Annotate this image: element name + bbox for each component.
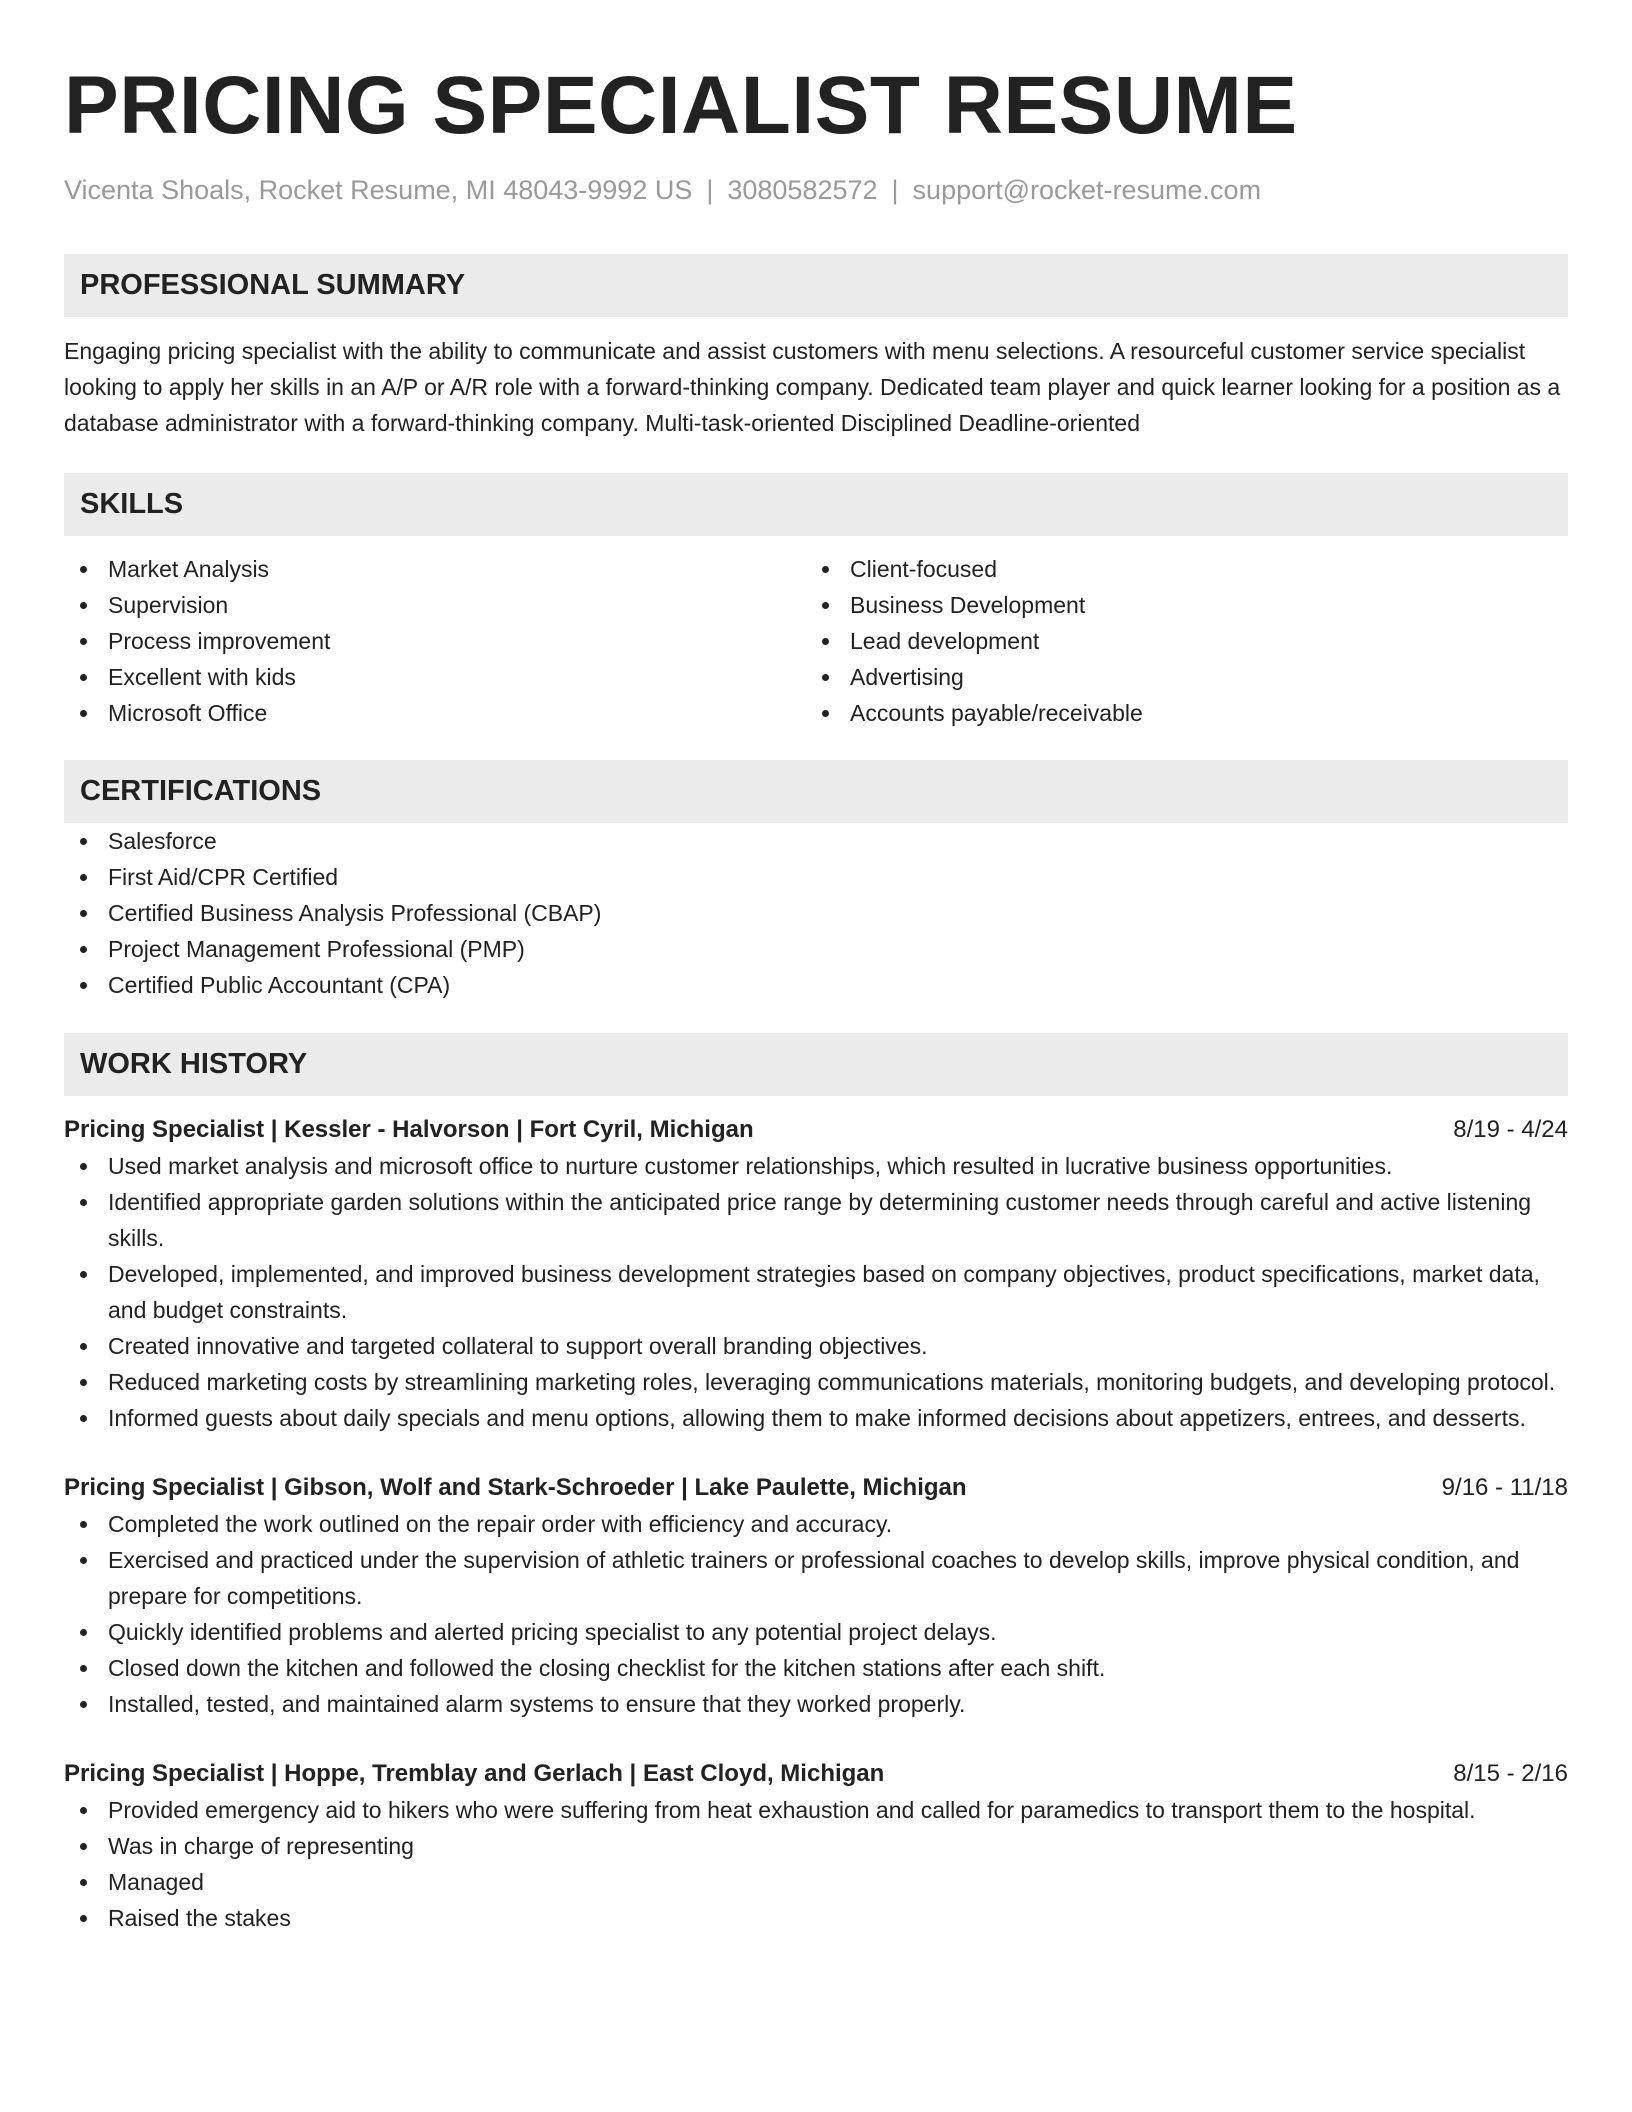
certification-item: Project Management Professional (PMP) — [64, 931, 1568, 967]
skill-item: Advertising — [806, 659, 1548, 695]
summary-text: Engaging pricing specialist with the ability to communicate and assist customers with menu selections. A resourceful customer service specialist looking to apply her skills in an A/P or A/R role with a forward-thinking company. Dedicated team player and quick learner looking for a position as a database administrator with a forward-thinking company. Multi-task-oriented Disciplined Deadline-oriented — [64, 338, 1561, 436]
certification-item: First Aid/CPR Certified — [64, 859, 1568, 895]
job-bullet: Exercised and practiced under the supervision of athletic trainers or professional coaches to develop skills, improve physical condition, and prepare for competitions. — [64, 1542, 1568, 1614]
job-header — [64, 1756, 1568, 1792]
job-bullet: Managed — [64, 1864, 1568, 1900]
job-bullet: Provided emergency aid to hikers who were suffering from heat exhaustion and called for paramedics to transport them to the hospital. — [64, 1792, 1568, 1828]
skill-item: Supervision — [64, 587, 806, 623]
skill-item: Process improvement — [64, 623, 806, 659]
job-dates: 8/19 - 4/24 — [1453, 1116, 1568, 1143]
skill-item: Accounts payable/receivable — [806, 695, 1548, 731]
skill-item: Market Analysis — [64, 551, 806, 587]
contact-email: support@rocket-resume.com — [912, 175, 1262, 205]
certification-list — [64, 823, 1568, 1003]
contact-separator: | — [891, 175, 899, 205]
job-bullet: Identified appropriate garden solutions within the anticipated price range by determining customer needs through careful and active listening skills. — [64, 1184, 1568, 1256]
job-title: Pricing Specialist | Hoppe, Tremblay and Gerlach | East Cloyd, Michigan — [64, 1760, 885, 1787]
job-title: Pricing Specialist | Kessler - Halvorson | Fort Cyril, Michigan — [64, 1116, 754, 1143]
job-bullet: Used market analysis and microsoft office to nurture customer relationships, which resulted in lucrative business opportunities. — [64, 1148, 1568, 1184]
skills-list-right — [806, 551, 1548, 731]
resume-title: PRICING SPECIALIST RESUME — [64, 60, 1298, 151]
section-heading-work-history: WORK HISTORY — [64, 1033, 1568, 1096]
section-heading-summary: PROFESSIONAL SUMMARY — [64, 254, 1568, 317]
job-dates: 8/15 - 2/16 — [1453, 1760, 1568, 1787]
section-heading-certifications: CERTIFICATIONS — [64, 760, 1568, 823]
job-bullet: Raised the stakes — [64, 1900, 1568, 1936]
skills-list-left — [64, 551, 806, 731]
skill-item: Lead development — [806, 623, 1548, 659]
job-title: Pricing Specialist | Gibson, Wolf and Stark-Schroeder | Lake Paulette, Michigan — [64, 1474, 967, 1501]
job-bullet: Completed the work outlined on the repair order with efficiency and accuracy. — [64, 1506, 1568, 1542]
contact-phone: 3080582572 — [727, 175, 878, 205]
skill-item: Excellent with kids — [64, 659, 806, 695]
certification-item: Certified Business Analysis Professional (CBAP) — [64, 895, 1568, 931]
contact-line — [64, 170, 1568, 210]
certification-item: Salesforce — [64, 823, 1568, 859]
job-bullet: Quickly identified problems and alerted pricing specialist to any potential project delays. — [64, 1614, 1568, 1650]
certification-item: Certified Public Accountant (CPA) — [64, 967, 1568, 1003]
job-bullet-list — [64, 1506, 1568, 1722]
job-bullet: Created innovative and targeted collateral to support overall branding objectives. — [64, 1328, 1568, 1364]
section-heading-skills: SKILLS — [64, 473, 1568, 536]
job-bullet: Was in charge of representing — [64, 1828, 1568, 1864]
skill-item: Business Development — [806, 587, 1548, 623]
contact-address: Vicenta Shoals, Rocket Resume, MI 48043-9992 US — [64, 175, 693, 205]
skill-item: Microsoft Office — [64, 695, 806, 731]
job-header — [64, 1470, 1568, 1506]
job-bullet: Installed, tested, and maintained alarm systems to ensure that they worked properly. — [64, 1686, 1568, 1722]
job-header — [64, 1112, 1568, 1148]
job-dates: 9/16 - 11/18 — [1441, 1474, 1568, 1501]
job-bullet: Reduced marketing costs by streamlining marketing roles, leveraging communications materials, monitoring budgets, and developing protocol. — [64, 1364, 1568, 1400]
contact-separator: | — [706, 175, 714, 205]
resume-page — [64, 0, 1568, 1936]
job-bullet-list — [64, 1792, 1568, 1936]
job-bullet: Closed down the kitchen and followed the closing checklist for the kitchen stations after each shift. — [64, 1650, 1568, 1686]
skill-item: Client-focused — [806, 551, 1548, 587]
job-bullet: Developed, implemented, and improved business development strategies based on company objectives, product specifications, market data, and budget constraints. — [64, 1256, 1568, 1328]
job-bullet-list — [64, 1148, 1568, 1436]
skills-grid — [64, 551, 1568, 731]
job-bullet: Informed guests about daily specials and menu options, allowing them to make informed decisions about appetizers, entrees, and desserts. — [64, 1400, 1568, 1436]
